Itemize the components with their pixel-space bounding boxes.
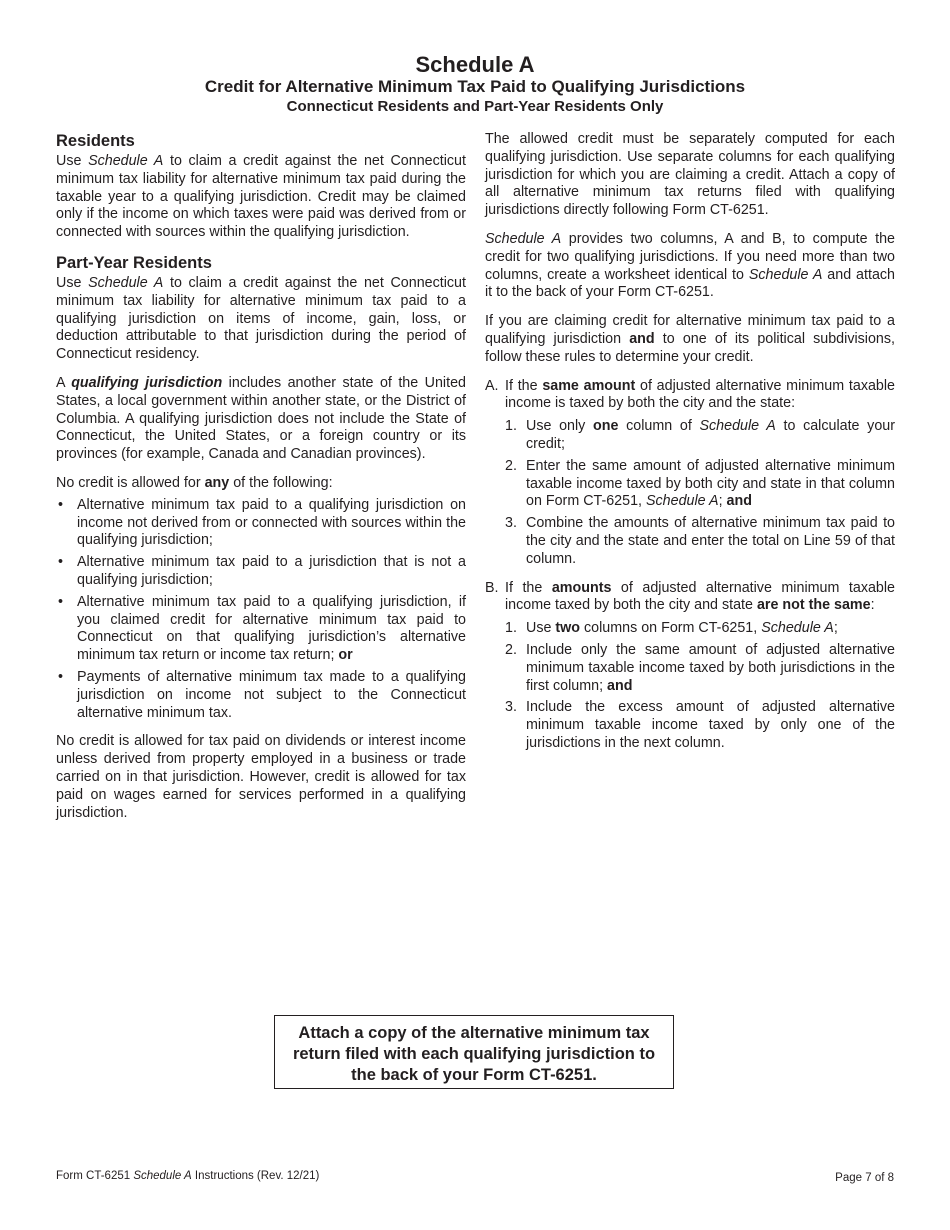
text-run-italic: Schedule A: [748, 266, 823, 283]
text-run: Alternative minimum tax paid to a jurisdiction that is not a qualifying jurisdiction;: [77, 554, 466, 588]
page-subtitle-residents: Connecticut Residents and Part-Year Residents Only: [286, 98, 664, 115]
right-column: [485, 131, 895, 764]
rule-b-steps: [505, 620, 895, 753]
rule-a-text: [505, 378, 895, 414]
text-run-bold: and: [629, 330, 655, 347]
step-number: 1.: [505, 418, 517, 435]
text-run-bold: are not the same: [756, 597, 871, 614]
text-run-bold: same amount: [542, 377, 636, 394]
text-run: A: [56, 374, 72, 391]
rule-b-marker: B.: [485, 579, 499, 596]
text-run: Enter the same amount of adjusted alternative minimum taxable income taxed by both city and state in that column on Form CT-6251,: [526, 457, 895, 510]
text-run: provides two columns, A and B, to compute the credit for two qualifying jurisdictions. If you need more than two columns, create a worksheet identical to: [485, 230, 895, 283]
text-run: Include only the same amount of adjusted alternative minimum taxable income taxed by both jurisdictions in the first column;: [526, 641, 895, 694]
text-run: ;: [833, 620, 838, 637]
text-run: Payments of alternative minimum tax made to a qualifying jurisdiction on income not subject to the Connecticut alternative minimum tax.: [77, 668, 466, 721]
text-run-bold: amounts: [551, 579, 612, 596]
bullet-glyph: •: [58, 496, 64, 513]
list-item: [505, 642, 895, 695]
text-run: Use only: [526, 418, 594, 435]
text-run: Alternative minimum tax paid to a qualifying jurisdiction, if you claimed credit for alternative minimum tax paid to Connecticut on that qualifying jurisdiction’s alternative minimum tax return or income tax return;: [77, 593, 466, 664]
qualifying-jurisdiction-paragraph: [56, 375, 466, 464]
text-run: to claim a credit against the net Connecticut minimum tax liability for alternative minimum tax paid to a qualifying jurisdiction on items of income, gain, loss, or deduction attributable to that jurisdiction during the period of Connecticut residency.: [56, 274, 466, 363]
text-run: columns on Form CT-6251,: [580, 620, 762, 637]
residents-heading: Residents: [56, 132, 135, 150]
residents-paragraph: [56, 153, 466, 242]
bullet-glyph: •: [58, 554, 64, 571]
rule-a-steps: [505, 418, 895, 568]
text-run: Form CT-6251: [56, 1170, 134, 1182]
list-item: [505, 458, 895, 511]
attach-notice-line: Attach a copy of the alternative minimum tax: [298, 1024, 650, 1042]
text-run: to one of its political subdivisions, follow these rules to determine your credit.: [485, 330, 895, 365]
page-header: [0, 52, 950, 116]
part-year-heading: Part-Year Residents: [56, 253, 212, 272]
text-run-bold: any: [204, 474, 230, 491]
attach-notice-box: [274, 1015, 674, 1089]
text-run-italic: Schedule A: [133, 1170, 192, 1182]
political-subdivisions-paragraph: [485, 313, 895, 366]
text-run: column of: [618, 418, 700, 435]
bullet-glyph: •: [58, 668, 64, 685]
text-run-bold: and: [607, 677, 633, 694]
separate-computation-paragraph: The allowed credit must be separately computed for each qualifying jurisdiction. Use separate columns for each qualifying jurisdiction for which you are claiming a credit. Attach a copy of all alternative minimum tax returns filed with qualifying jurisdictions directly following Form CT-6251.: [485, 131, 895, 219]
list-item: [56, 594, 466, 665]
left-column: [56, 131, 466, 833]
text-run: of adjusted alternative minimum taxable income taxed by both the city and state: [505, 579, 895, 614]
text-run-italic: Schedule A: [761, 620, 834, 637]
text-run-italic: Schedule A: [88, 274, 164, 291]
text-run-bold: or: [338, 647, 353, 664]
rule-a: [485, 378, 895, 569]
text-run-italic: Schedule A: [485, 230, 562, 247]
attach-notice-line: the back of your Form CT-6251.: [351, 1066, 597, 1084]
text-run: Use: [526, 620, 556, 637]
text-run-bold: two: [555, 620, 581, 637]
text-run: If the: [505, 579, 552, 596]
text-run: includes another state of the United States, a local government within another state, or the District of Columbia. A qualifying jurisdiction does not include the State of Connecticut, the United States, or a foreign country or its provinces (for example, Canada and Canadian provinces).: [56, 374, 466, 463]
text-run: to calculate your credit;: [526, 418, 895, 452]
step-number: 3.: [505, 699, 517, 716]
list-item: [505, 418, 895, 454]
text-run-bold: and: [726, 493, 752, 510]
text-run: of adjusted alternative minimum taxable income is taxed by both the city and the state:: [505, 377, 895, 412]
part-year-paragraph: [56, 275, 466, 364]
attach-notice-line: return filed with each qualifying jurisdiction to: [292, 1045, 656, 1063]
list-item: [56, 497, 466, 550]
text-run: and attach it to the back of your Form CT-6251.: [485, 266, 895, 301]
page-subtitle: Credit for Alternative Minimum Tax Paid to Qualifying Jurisdictions: [204, 77, 746, 96]
two-columns-paragraph: [485, 231, 895, 302]
page-title: Schedule A: [415, 52, 535, 77]
rule-a-marker: A.: [485, 377, 499, 394]
no-credit-intro: [56, 475, 466, 493]
text-run: to claim a credit against the net Connecticut minimum tax liability for alternative minimum tax paid during the taxable year to a qualifying jurisdiction. Credit may be claimed only if the income on which taxes were paid was derived from or connected with sources within the qualifying jurisdiction.: [56, 153, 466, 241]
list-item: [505, 699, 895, 752]
text-run: Use: [56, 274, 89, 291]
text-run: Use: [56, 153, 89, 169]
step-number: 1.: [505, 620, 517, 637]
text-run: If the: [505, 377, 543, 394]
rule-b-text: [505, 580, 895, 616]
text-run: ;: [718, 493, 727, 510]
text-run-bold: one: [593, 418, 619, 435]
text-run: Alternative minimum tax paid to a qualifying jurisdiction on income not derived from or connected with sources within the qualifying jurisdiction;: [77, 496, 466, 549]
text-run: If you are claiming credit for alternative minimum tax paid to a qualifying jurisdiction: [485, 313, 895, 347]
step-number: 2.: [505, 457, 517, 474]
step-number: 3.: [505, 515, 517, 532]
bullet-glyph: •: [58, 593, 64, 610]
no-credit-list: [56, 497, 466, 723]
footer-page-number: Page 7 of 8: [835, 1172, 894, 1184]
text-run: :: [870, 597, 875, 614]
text-run: Include the excess amount of adjusted alternative minimum taxable income taxed by only one of the jurisdictions in the next column.: [526, 699, 895, 751]
text-run: Combine the amounts of alternative minimum tax paid to the city and the state and enter the total on Line 59 of that column.: [526, 515, 895, 567]
text-run-bold-italic: qualifying jurisdiction: [71, 374, 223, 391]
text-run: No credit is allowed for: [56, 474, 205, 491]
dividends-paragraph: No credit is allowed for tax paid on dividends or interest income unless derived from property employed in a business or trade carried on in that jurisdiction. However, credit is allowed for tax paid on wages earned for services performed in a qualifying jurisdiction.: [56, 733, 466, 821]
text-run: Instructions (Rev. 12/21): [191, 1170, 320, 1182]
text-run: of the following:: [229, 474, 333, 491]
list-item: [56, 554, 466, 590]
rule-b: [485, 580, 895, 753]
text-run-italic: Schedule A: [699, 418, 776, 435]
list-item: [505, 515, 895, 568]
text-run-italic: Schedule A: [645, 493, 719, 510]
footer-form-id: [56, 1170, 319, 1182]
step-number: 2.: [505, 641, 517, 658]
text-run-italic: Schedule A: [88, 153, 164, 169]
list-item: [56, 669, 466, 722]
list-item: [505, 620, 895, 638]
